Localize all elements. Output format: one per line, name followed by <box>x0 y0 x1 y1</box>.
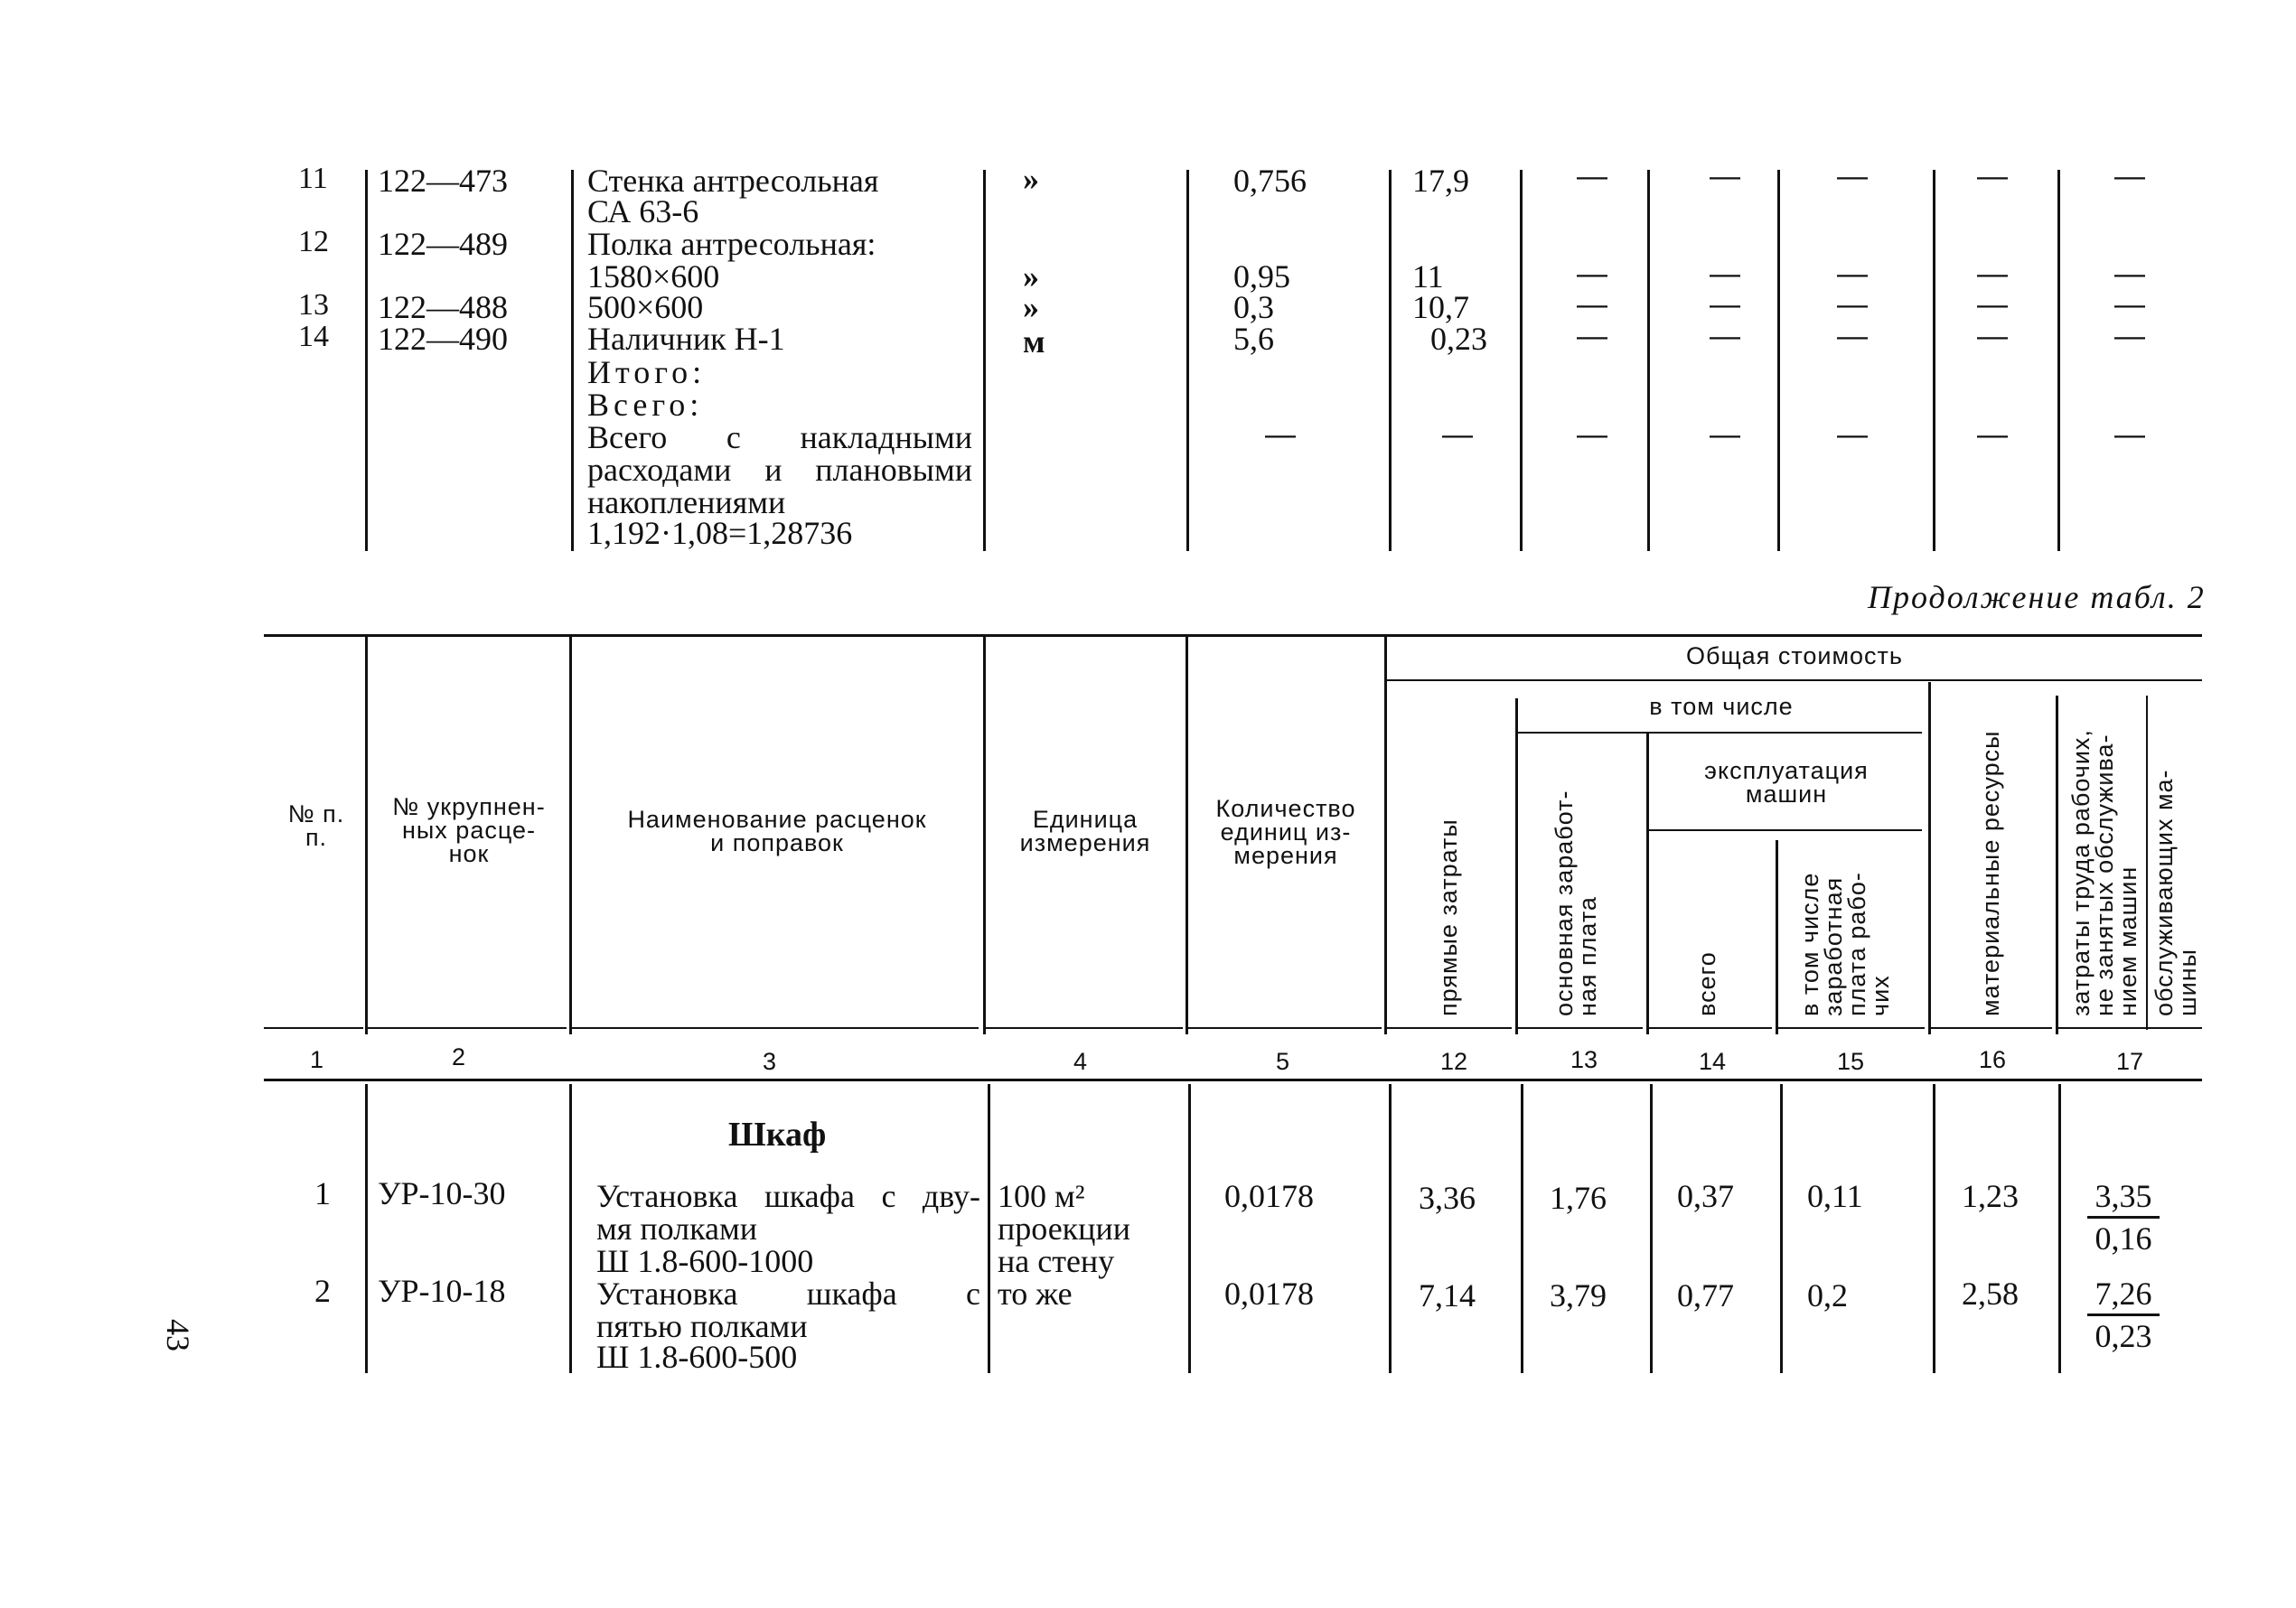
row-c16: — <box>1977 319 2008 353</box>
row-c14: — <box>1710 287 1740 322</box>
rule <box>264 1027 363 1029</box>
row-c17-bottom: 0,16 <box>2095 1220 2152 1257</box>
row-num: 13 <box>298 288 329 322</box>
header-qty-line: единиц из- <box>1220 818 1352 846</box>
rule <box>1521 1084 1523 1373</box>
header-labor <box>2069 729 2140 1016</box>
row-c16: — <box>1977 257 2008 291</box>
row-c15: — <box>1837 159 1868 193</box>
header-labor-line: шины <box>2174 948 2201 1016</box>
header-unit-line: измерения <box>1019 829 1151 856</box>
row-c14: 0,37 <box>1677 1178 1734 1214</box>
rule <box>2058 1084 2061 1373</box>
rule <box>1520 170 1523 551</box>
header-code <box>369 795 569 865</box>
header-total-cost: Общая стоимость <box>1686 642 1903 669</box>
rule <box>1389 170 1392 551</box>
header-wage-line: чих <box>1867 975 1894 1016</box>
row-unit: » <box>1023 258 1039 294</box>
page-number: 43 <box>160 1319 196 1351</box>
row-unit: » <box>1023 161 1039 197</box>
header-qty-line: мерения <box>1233 842 1338 869</box>
row-name-line-3: Ш 1.8-600-500 <box>596 1339 798 1375</box>
rule <box>1389 1084 1392 1373</box>
header-machines-line: эксплуатация <box>1704 757 1869 784</box>
rule <box>365 1084 368 1373</box>
row-name-line-1: Установка шкафа с <box>596 1276 980 1312</box>
row-unit-line-2: проекции <box>998 1211 1130 1247</box>
row-c13: — <box>1577 319 1607 353</box>
rule <box>983 637 986 1034</box>
total-c15-dash: — <box>1837 417 1868 452</box>
row-qty: 0,0178 <box>1224 1178 1314 1214</box>
total-c16-dash: — <box>1977 417 2008 452</box>
header-name-line: Наименование расценок <box>627 806 927 833</box>
rule <box>1780 1084 1783 1373</box>
row-c13: 1,76 <box>1550 1180 1607 1216</box>
rule <box>1185 637 1188 1034</box>
header-unit <box>987 808 1184 855</box>
rule <box>1931 1027 2052 1029</box>
header-salary-line: основная заработ- <box>1551 790 1578 1016</box>
row-c13: — <box>1577 159 1607 193</box>
rule <box>1518 1027 1643 1029</box>
col-number: 4 <box>1073 1048 1088 1075</box>
header-unit-line: Единица <box>1032 806 1139 833</box>
row-qty: 0,95 <box>1233 258 1290 294</box>
itogo-label: Итого: <box>587 354 707 390</box>
row-c15: 0,2 <box>1807 1277 1848 1314</box>
row-c17-bottom: 0,23 <box>2095 1318 2152 1354</box>
col-number: 15 <box>1837 1048 1865 1075</box>
row-c15: — <box>1837 319 1868 353</box>
rule <box>1650 1084 1653 1373</box>
vsego-label: Всего: <box>587 387 704 423</box>
col-number: 14 <box>1699 1048 1727 1075</box>
col-number: 3 <box>763 1048 777 1075</box>
header-machines-line: машин <box>1745 781 1828 808</box>
row-name-line-2: мя полками <box>596 1211 758 1247</box>
row-name-line-3: Ш 1.8-600-1000 <box>596 1243 814 1279</box>
row-c16: — <box>1977 159 2008 193</box>
row-code: УР-10-18 <box>378 1273 506 1309</box>
row-name: Полка антресольная: <box>587 226 876 262</box>
row-unit: » <box>1023 289 1039 325</box>
row-c17-top: 7,26 <box>2087 1277 2160 1316</box>
row-c17: — <box>2114 287 2145 322</box>
rule <box>1933 1084 1935 1373</box>
total-c17-dash: — <box>2114 417 2145 452</box>
row-unit-line-1: 100 м² <box>998 1178 1085 1214</box>
rule <box>1188 1027 1382 1029</box>
row-c14: 0,77 <box>1677 1277 1734 1314</box>
row-name-line-2: пятью полками <box>596 1308 808 1344</box>
rule <box>2146 696 2148 1030</box>
rule <box>1649 829 1922 831</box>
row-c17-top: 3,35 <box>2087 1180 2160 1219</box>
row-c17-fraction <box>2087 1277 2160 1352</box>
row-c17: — <box>2114 319 2145 353</box>
row-c13: — <box>1577 257 1607 291</box>
rule <box>1778 1027 1925 1029</box>
rule <box>365 170 368 551</box>
row-c13: — <box>1577 287 1607 322</box>
row-unit-line-3: на стену <box>998 1243 1115 1279</box>
header-bottom-rule <box>264 1079 2202 1081</box>
row-c17: — <box>2114 159 2145 193</box>
rule <box>1188 1084 1191 1373</box>
rule <box>1933 170 1935 551</box>
total-c12-dash: — <box>1442 417 1473 452</box>
row-num: 11 <box>298 162 328 195</box>
row-code: 122—473 <box>378 163 508 199</box>
rule <box>986 1027 1183 1029</box>
row-c13: 3,79 <box>1550 1277 1607 1314</box>
row-name-2: 1580×600 <box>587 258 720 294</box>
row-qty: 5,6 <box>1233 321 1274 357</box>
header-code-line: ных расце- <box>401 817 537 844</box>
row-qty: 0,3 <box>1233 289 1274 325</box>
rule <box>572 1027 979 1029</box>
header-materials: материальные ресурсы <box>1977 730 2004 1016</box>
header-code-line: № укрупнен- <box>392 793 546 820</box>
header-wage <box>1798 872 1892 1016</box>
row-c17-fraction <box>2087 1180 2160 1255</box>
row-num: 14 <box>298 320 329 353</box>
header-name <box>573 808 981 855</box>
vsego-full-line-2: расходами и плановыми <box>587 452 972 488</box>
header-salary-line: ная плата <box>1574 896 1601 1016</box>
rule <box>1776 840 1778 1034</box>
row-c14: — <box>1710 319 1740 353</box>
rule <box>569 1084 572 1373</box>
header-qty-line: Количество <box>1215 795 1356 822</box>
row-c12: 10,7 <box>1412 289 1469 325</box>
rule <box>2058 1027 2202 1029</box>
header-machines <box>1650 759 1923 806</box>
row-c12: 3,36 <box>1419 1180 1476 1216</box>
row-code: 122—490 <box>378 321 508 357</box>
table-caption: Продолжение табл. 2 <box>1868 579 2206 615</box>
rule <box>983 170 986 551</box>
row-c15: — <box>1837 287 1868 322</box>
header-labor-line: затраты труда рабочих, <box>2067 729 2095 1016</box>
header-code-line: нок <box>448 840 490 867</box>
row-name: Стенка антресольная <box>587 163 879 199</box>
row-c16: 1,23 <box>1962 1178 2019 1214</box>
header-num: № п. п. <box>287 800 345 851</box>
col-number: 1 <box>310 1046 324 1073</box>
rule <box>571 170 574 551</box>
row-name-2: СА 63-6 <box>587 193 699 229</box>
header-top-rule <box>264 634 2202 637</box>
row-qty: 0,756 <box>1233 163 1307 199</box>
rule <box>1387 1027 1512 1029</box>
row-name-line-1: Установка шкафа с дву- <box>596 1178 980 1214</box>
header-labor-line: не занятых обслужива- <box>2091 734 2118 1016</box>
total-c13-dash: — <box>1577 417 1607 452</box>
row-qty: 0,0178 <box>1224 1276 1314 1312</box>
row-c17: — <box>2114 257 2145 291</box>
col-number: 12 <box>1440 1048 1468 1075</box>
vsego-full-line-3: накоплениями <box>587 484 786 520</box>
total-qty-dash: — <box>1265 417 1296 452</box>
header-labor-line: нием машин <box>2114 865 2141 1016</box>
col-number: 17 <box>2116 1048 2144 1075</box>
rule <box>1384 637 1387 1034</box>
header-direct-costs: прямые затраты <box>1435 818 1462 1016</box>
row-num: 2 <box>314 1273 331 1309</box>
row-c12: 0,23 <box>1430 321 1487 357</box>
rule <box>1649 1027 1772 1029</box>
col-number: 5 <box>1276 1048 1290 1075</box>
row-code: 122—488 <box>378 289 508 325</box>
vsego-full-line-1: Всего с накладными <box>587 419 972 455</box>
header-wage-line: заработная <box>1820 876 1847 1016</box>
total-c14-dash: — <box>1710 417 1740 452</box>
rule <box>1186 170 1189 551</box>
col-number: 13 <box>1570 1046 1598 1073</box>
row-c16: — <box>1977 287 2008 322</box>
col-number: 2 <box>452 1043 466 1070</box>
rule <box>1928 682 1931 1034</box>
header-name-line: и поправок <box>710 829 844 856</box>
col-number: 16 <box>1979 1046 2007 1073</box>
row-unit: м <box>1023 323 1045 360</box>
header-salary <box>1552 790 1599 1016</box>
header-labor-line: обслуживающих ма- <box>2151 769 2178 1016</box>
rule <box>1646 734 1649 1034</box>
rule <box>2056 696 2058 1034</box>
rule <box>1647 170 1650 551</box>
row-c12: 7,14 <box>1419 1277 1476 1314</box>
vsego-full-line-4: 1,192·1,08=1,28736 <box>587 515 853 551</box>
row-num: 1 <box>314 1175 331 1211</box>
header-wage-line: в том числе <box>1796 872 1823 1016</box>
section-title: Шкаф <box>728 1116 827 1154</box>
rule <box>1515 698 1518 1034</box>
rule <box>2057 170 2060 551</box>
rule <box>1777 170 1780 551</box>
row-c14: — <box>1710 159 1740 193</box>
row-c12: 17,9 <box>1412 163 1469 199</box>
row-code: УР-10-30 <box>378 1175 506 1211</box>
header-machines-total: всего <box>1693 951 1720 1016</box>
row-name: 500×600 <box>587 289 704 325</box>
row-c15: 0,11 <box>1807 1178 1863 1214</box>
rule <box>1518 732 1922 734</box>
header-qty <box>1189 797 1382 867</box>
row-c12: 11 <box>1412 258 1444 294</box>
header-wage-line: плата рабо- <box>1843 872 1870 1016</box>
row-code: 122—489 <box>378 226 508 262</box>
row-unit-line-1: то же <box>998 1276 1073 1312</box>
rule <box>988 1084 990 1373</box>
row-num: 12 <box>298 225 329 258</box>
row-c14: — <box>1710 257 1740 291</box>
rule <box>365 637 368 1034</box>
rule <box>569 637 572 1034</box>
row-name: Наличник Н-1 <box>587 321 785 357</box>
header-including: в том числе <box>1649 693 1794 720</box>
header-labor-machines <box>2152 769 2199 1016</box>
rule <box>1387 679 2202 681</box>
row-c15: — <box>1837 257 1868 291</box>
rule <box>368 1027 567 1029</box>
row-c16: 2,58 <box>1962 1276 2019 1312</box>
